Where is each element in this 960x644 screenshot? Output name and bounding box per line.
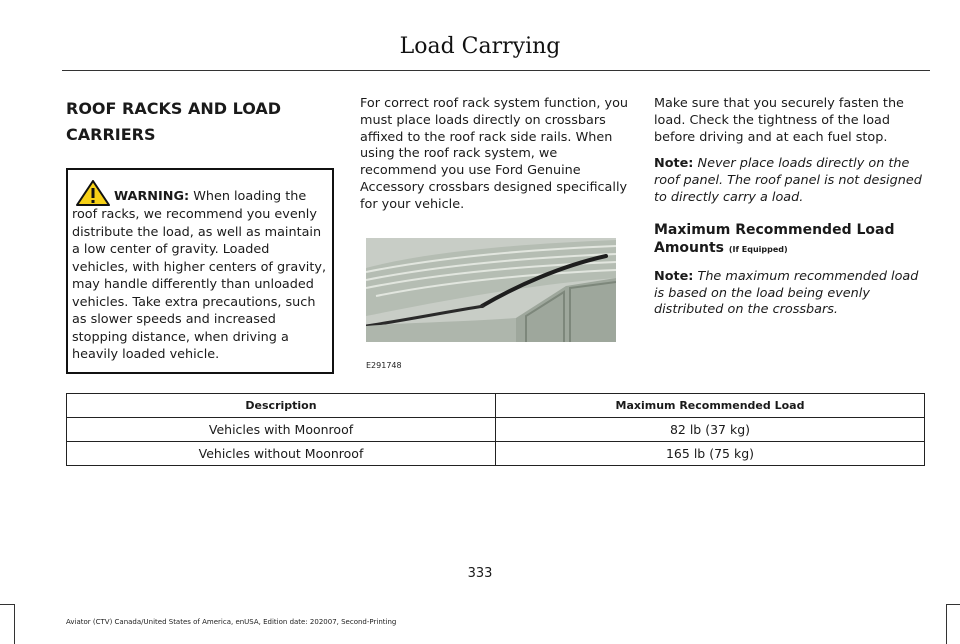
right-column	[654, 96, 930, 319]
header-rule	[62, 70, 930, 71]
max-load-subheading	[654, 221, 930, 259]
warning-box	[66, 168, 334, 374]
warning-label: WARNING:	[114, 189, 190, 204]
subheading-qualifier: (If Equipped)	[728, 244, 788, 254]
page-number: 333	[467, 566, 493, 581]
roof-rack-illustration	[366, 238, 616, 342]
note-label: Note:	[654, 156, 694, 172]
table-header: Description	[67, 394, 496, 418]
note-roof-panel	[654, 156, 930, 206]
table-cell: Vehicles with Moonroof	[67, 418, 496, 442]
load-table	[66, 393, 925, 466]
table-row	[67, 442, 925, 466]
note-text: Never place loads directly on the roof panel. The roof panel is not designed to directly carry a load.	[654, 156, 922, 205]
left-column	[66, 96, 334, 374]
subheading-main: Maximum Recommended Load Amounts	[654, 221, 895, 256]
warning-triangle-icon	[76, 180, 110, 206]
roof-rack-paragraph: For correct roof rack system function, you must place loads directly on crossbars affixed to the roof rack side rails. When using the roof rack system, we recommend you use Ford Genuine Accessory crossbars designed specifically for your vehicle.	[360, 96, 629, 212]
chapter-title: Load Carrying	[399, 34, 561, 59]
table-cell: Vehicles without Moonroof	[67, 442, 496, 466]
note-even-distribution	[654, 269, 930, 319]
edition-footer: Aviator (CTV) Canada/United States of America, enUSA, Edition date: 202007, Second-Printing	[66, 618, 397, 626]
figure-code: E291748	[366, 361, 402, 370]
table-cell: 82 lb (37 kg)	[496, 418, 925, 442]
table-header-row	[67, 394, 925, 418]
fasten-load-paragraph: Make sure that you securely fasten the load. Check the tightness of the load before driving and at each fuel stop.	[654, 96, 904, 145]
table-row	[67, 418, 925, 442]
table-cell: 165 lb (75 kg)	[496, 442, 925, 466]
warning-text: When loading the roof racks, we recommend you evenly distribute the load, as well as maintain a low center of gravity. Loaded vehicles, with higher centers of gravity, may handle differently than unloaded vehicles. Take extra precautions, such as slower speeds and increased stopping distance, when driving a heavily loaded vehicle.	[72, 189, 327, 362]
section-title: ROOF RACKS AND LOAD CARRIERS	[66, 99, 282, 144]
table-header: Maximum Recommended Load	[496, 394, 925, 418]
crop-mark-left	[0, 604, 15, 644]
note-label: Note:	[654, 268, 694, 284]
note-text: The maximum recommended load is based on the load being evenly distributed on the crossbars.	[654, 268, 919, 318]
middle-column	[360, 96, 632, 214]
crop-mark-right	[946, 604, 960, 644]
